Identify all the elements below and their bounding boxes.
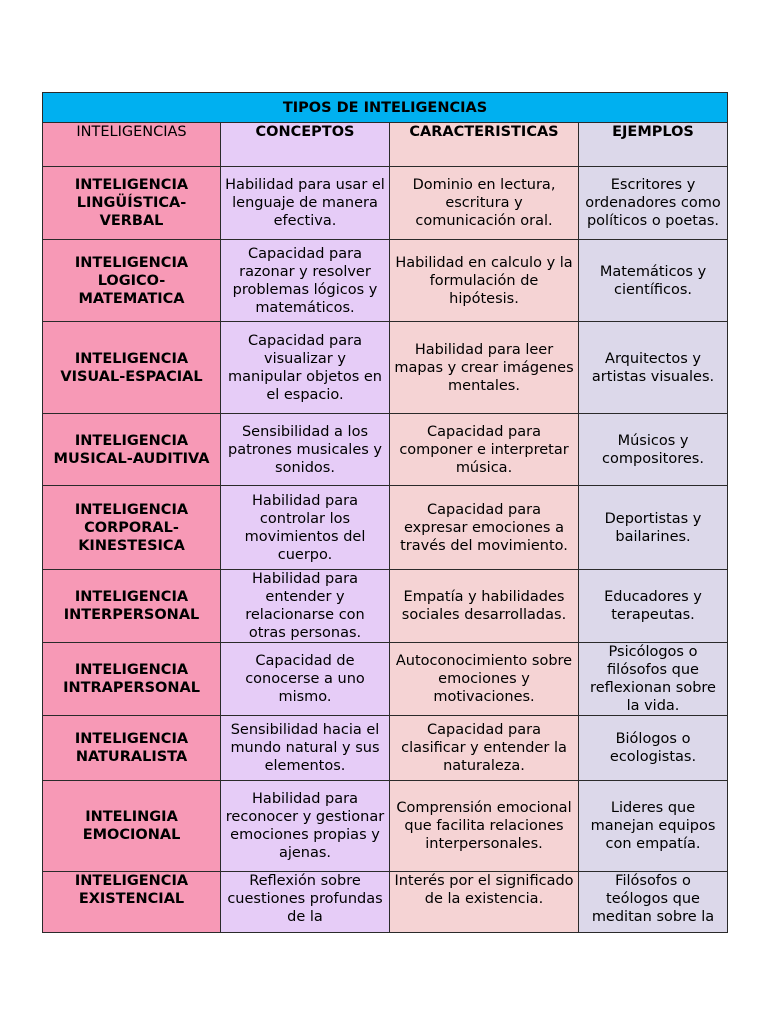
example-cell: Psicólogos o filósofos que reflexionan sobre la vida. bbox=[579, 643, 728, 716]
table-title: TIPOS DE INTELIGENCIAS bbox=[43, 93, 728, 123]
characteristic-cell: Autoconocimiento sobre emociones y motivaciones. bbox=[390, 643, 579, 716]
concept-cell: Capacidad de conocerse a uno mismo. bbox=[221, 643, 390, 716]
intelligence-name-cell: INTELIGENCIA EXISTENCIAL bbox=[43, 872, 221, 933]
concept-cell: Habilidad para entender y relacionarse con otras personas. bbox=[221, 570, 390, 643]
intelligence-name-cell: INTELIGENCIA INTERPERSONAL bbox=[43, 570, 221, 643]
table-body bbox=[43, 167, 728, 933]
intelligences-table bbox=[42, 92, 728, 933]
characteristic-cell: Dominio en lectura, escritura y comunicación oral. bbox=[390, 167, 579, 240]
header-row bbox=[43, 123, 728, 167]
table-row bbox=[43, 570, 728, 643]
intelligence-name-cell: INTELIGENCIA CORPORAL-KINESTESICA bbox=[43, 486, 221, 570]
example-cell: Filósofos o teólogos que meditan sobre la bbox=[579, 872, 728, 933]
example-cell: Biólogos o ecologistas. bbox=[579, 716, 728, 781]
concept-cell: Capacidad para razonar y resolver problemas lógicos y matemáticos. bbox=[221, 240, 390, 322]
header-ejemplos: EJEMPLOS bbox=[579, 123, 728, 167]
table-row bbox=[43, 167, 728, 240]
header-inteligencias: INTELIGENCIAS bbox=[43, 123, 221, 167]
characteristic-cell: Habilidad en calculo y la formulación de hipótesis. bbox=[390, 240, 579, 322]
example-cell: Lideres que manejan equipos con empatía. bbox=[579, 781, 728, 872]
table-row bbox=[43, 322, 728, 414]
concept-cell: Habilidad para usar el lenguaje de manera efectiva. bbox=[221, 167, 390, 240]
header-caracteristicas: CARACTERISTICAS bbox=[390, 123, 579, 167]
concept-cell: Habilidad para reconocer y gestionar emociones propias y ajenas. bbox=[221, 781, 390, 872]
intelligence-name-cell: INTELINGIA EMOCIONAL bbox=[43, 781, 221, 872]
characteristic-cell: Comprensión emocional que facilita relaciones interpersonales. bbox=[390, 781, 579, 872]
table-row bbox=[43, 643, 728, 716]
characteristic-cell: Empatía y habilidades sociales desarrolladas. bbox=[390, 570, 579, 643]
concept-cell: Sensibilidad a los patrones musicales y sonidos. bbox=[221, 414, 390, 486]
table-row bbox=[43, 781, 728, 872]
characteristic-cell: Capacidad para clasificar y entender la naturaleza. bbox=[390, 716, 579, 781]
concept-cell: Sensibilidad hacia el mundo natural y sus elementos. bbox=[221, 716, 390, 781]
intelligence-name-cell: INTELIGENCIA LINGÜÍSTICA-VERBAL bbox=[43, 167, 221, 240]
characteristic-cell: Capacidad para componer e interpretar música. bbox=[390, 414, 579, 486]
intelligence-name-cell: INTELIGENCIA MUSICAL-AUDITIVA bbox=[43, 414, 221, 486]
intelligence-name-cell: INTELIGENCIA INTRAPERSONAL bbox=[43, 643, 221, 716]
intelligence-name-cell: INTELIGENCIA VISUAL-ESPACIAL bbox=[43, 322, 221, 414]
title-row bbox=[43, 93, 728, 123]
example-cell: Escritores y ordenadores como políticos o poetas. bbox=[579, 167, 728, 240]
intelligence-name-cell: INTELIGENCIA NATURALISTA bbox=[43, 716, 221, 781]
concept-cell: Reflexión sobre cuestiones profundas de la bbox=[221, 872, 390, 933]
characteristic-cell: Interés por el significado de la existencia. bbox=[390, 872, 579, 933]
table-row bbox=[43, 486, 728, 570]
example-cell: Músicos y compositores. bbox=[579, 414, 728, 486]
characteristic-cell: Habilidad para leer mapas y crear imágenes mentales. bbox=[390, 322, 579, 414]
example-cell: Matemáticos y científicos. bbox=[579, 240, 728, 322]
characteristic-cell: Capacidad para expresar emociones a través del movimiento. bbox=[390, 486, 579, 570]
table-row bbox=[43, 716, 728, 781]
example-cell: Educadores y terapeutas. bbox=[579, 570, 728, 643]
table-row bbox=[43, 414, 728, 486]
table-row bbox=[43, 240, 728, 322]
header-conceptos: CONCEPTOS bbox=[221, 123, 390, 167]
concept-cell: Capacidad para visualizar y manipular objetos en el espacio. bbox=[221, 322, 390, 414]
concept-cell: Habilidad para controlar los movimientos del cuerpo. bbox=[221, 486, 390, 570]
intelligence-name-cell: INTELIGENCIA LOGICO-MATEMATICA bbox=[43, 240, 221, 322]
table-row bbox=[43, 872, 728, 933]
example-cell: Deportistas y bailarines. bbox=[579, 486, 728, 570]
example-cell: Arquitectos y artistas visuales. bbox=[579, 322, 728, 414]
